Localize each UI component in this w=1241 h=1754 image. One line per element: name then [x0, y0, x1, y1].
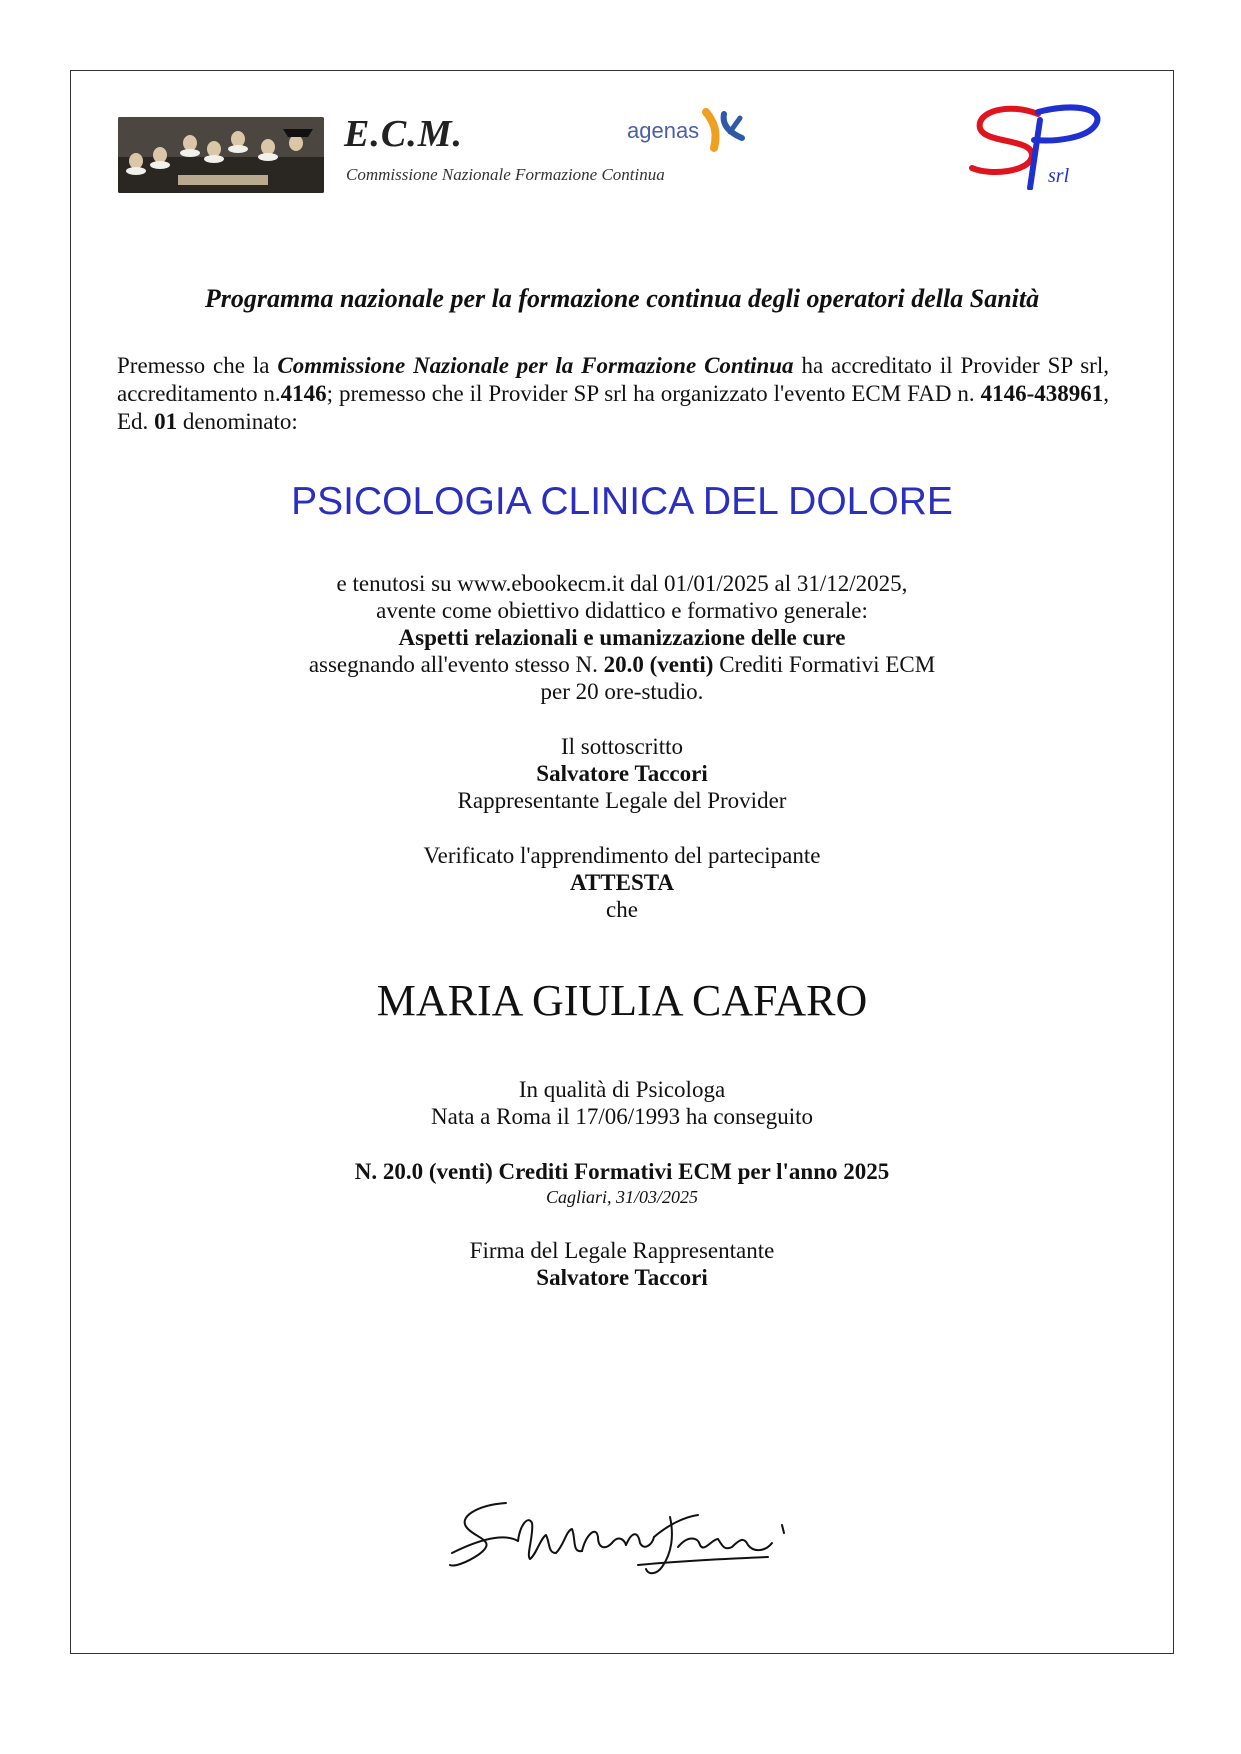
- credits-prefix: assegnando all'evento stesso N.: [308, 652, 604, 677]
- hours-line: per 20 ore-studio.: [540, 679, 704, 704]
- edition-number: 01: [154, 409, 178, 434]
- objective-text: Aspetti relazionali e umanizzazione delle cure: [398, 625, 846, 650]
- signature-printed-name: Salvatore Taccori: [536, 1265, 708, 1290]
- event-number: 4146-438961: [980, 381, 1104, 406]
- premesso-text-3: ; premesso che il Provider SP srl ha organizzato l'evento ECM FAD n.: [326, 381, 981, 406]
- participant-name: MARIA GIULIA CAFARO: [376, 976, 868, 1025]
- premesso-text-5: denominato:: [177, 409, 298, 434]
- signature-label: Firma del Legale Rappresentante: [469, 1238, 775, 1263]
- sp-srl-suffix: srl: [1048, 165, 1070, 187]
- course-title: PSICOLOGIA CLINICA DEL DOLORE: [291, 480, 953, 523]
- premesso-paragraph: [117, 352, 1109, 436]
- place-date: Cagliari, 31/03/2025: [545, 1187, 698, 1207]
- ecm-title: E.C.M.: [344, 113, 463, 155]
- credits-line: [70, 651, 1174, 678]
- awarded-credits: N. 20.0 (venti) Crediti Formativi ECM per l'anno 2025: [354, 1159, 890, 1184]
- sp-srl-logo: [968, 100, 1118, 195]
- premesso-text-1: Premesso che la: [117, 353, 278, 378]
- premesso-text-4: , Ed.: [117, 381, 1109, 434]
- verification-line: Verificato l'apprendimento del partecipante: [423, 843, 821, 868]
- commissione-name: Commissione Nazionale per la Formazione Continua: [277, 353, 794, 378]
- agenas-logo-text: agenas: [627, 118, 700, 143]
- objective-intro: avente come obiettivo didattico e formativo generale:: [376, 598, 868, 623]
- signatory-name: Salvatore Taccori: [536, 761, 708, 786]
- premesso-text-2: ha accreditato il Provider SP srl, accreditamento n.: [117, 353, 1109, 406]
- che-label: che: [606, 897, 638, 922]
- attesta-label: ATTESTA: [570, 870, 674, 895]
- credits-suffix: Crediti Formativi ECM: [713, 652, 936, 677]
- participant-birth: Nata a Roma il 17/06/1993 ha conseguito: [431, 1104, 813, 1129]
- event-held-line: e tenutosi su www.ebookecm.it dal 01/01/2025 al 31/12/2025,: [336, 571, 908, 596]
- ecm-subtitle: Commissione Nazionale Formazione Continua: [346, 165, 665, 184]
- participant-qualification: In qualità di Psicologa: [518, 1077, 726, 1102]
- agenas-logo-mark: [700, 108, 748, 159]
- signatory-intro: Il sottoscritto: [560, 734, 684, 759]
- credits-value: 20.0 (venti): [603, 652, 714, 677]
- ecm-painting-logo: [118, 117, 324, 193]
- signatory-role: Rappresentante Legale del Provider: [457, 788, 787, 813]
- accreditation-number: 4146: [280, 381, 327, 406]
- programma-heading: Programma nazionale per la formazione continua degli operatori della Sanità: [204, 284, 1040, 313]
- handwritten-signature: [448, 1495, 788, 1590]
